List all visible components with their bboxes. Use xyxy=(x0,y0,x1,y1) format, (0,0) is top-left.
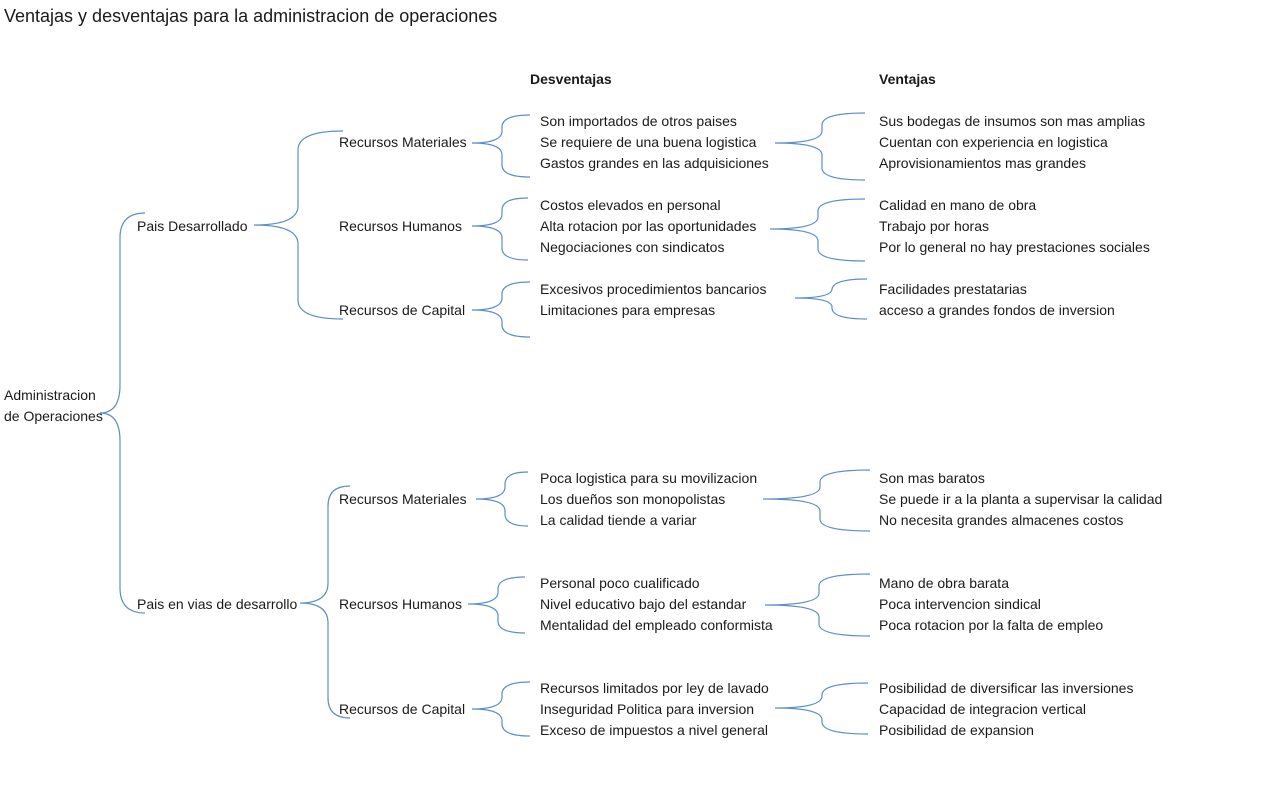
header-ventajas: Ventajas xyxy=(879,71,936,87)
desventaja-item: Poca logistica para su movilizacion xyxy=(540,470,758,486)
ventaja-item: Aprovisionamientos mas grandes xyxy=(879,155,1086,171)
bracket-ven-2-1 xyxy=(763,470,870,531)
desventaja-item: Se requiere de una buena logistica xyxy=(540,134,757,150)
ventaja-item: Trabajo por horas xyxy=(879,218,989,234)
resource-label: Recursos Materiales xyxy=(339,134,467,150)
bracket-ven-2-3 xyxy=(775,683,868,734)
bracket-ven-2-2 xyxy=(765,574,870,636)
desventaja-item: Inseguridad Politica para inversion xyxy=(540,701,755,717)
desventaja-item: Recursos limitados por ley de lavado xyxy=(540,680,769,696)
desventaja-item: Son importados de otros paises xyxy=(540,113,737,129)
ventaja-item: Cuentan con experiencia en logistica xyxy=(879,134,1108,150)
bracket-root xyxy=(100,213,145,613)
ventaja-item: Posibilidad de expansion xyxy=(879,722,1034,738)
bracket-dis-2-2 xyxy=(468,577,525,633)
desventaja-item: Personal poco cualificado xyxy=(540,575,700,591)
ventaja-item: Poca rotacion por la falta de empleo xyxy=(879,617,1104,633)
bracket-ven-1-1 xyxy=(775,113,865,180)
desventaja-item: Negociaciones con sindicatos xyxy=(540,239,725,255)
ventaja-item: No necesita grandes almacenes costos xyxy=(879,512,1124,528)
ventaja-item: Facilidades prestatarias xyxy=(879,281,1027,297)
ventaja-item: Calidad en mano de obra xyxy=(879,197,1037,213)
desventaja-item: Gastos grandes en las adquisiciones xyxy=(540,155,769,171)
resource-label: Recursos Humanos xyxy=(339,596,462,612)
resource-label: Recursos Humanos xyxy=(339,218,462,234)
bracket-dis-2-1 xyxy=(476,472,528,526)
bracket-dis-1-1 xyxy=(472,115,530,177)
ventaja-item: Posibilidad de diversificar las inversiones xyxy=(879,680,1134,696)
bracket-dis-1-3 xyxy=(472,282,530,337)
root-node xyxy=(4,385,103,427)
bracket-country-1 xyxy=(254,131,343,319)
desventaja-item: Costos elevados en personal xyxy=(540,197,721,213)
bracket-ven-1-3 xyxy=(795,279,867,319)
resource-label: Recursos Materiales xyxy=(339,491,467,507)
ventaja-item: Sus bodegas de insumos son mas amplias xyxy=(879,113,1146,129)
ventaja-item: acceso a grandes fondos de inversion xyxy=(879,302,1115,318)
desventaja-item: Mentalidad del empleado conformista xyxy=(540,617,773,633)
ventaja-item: Capacidad de integracion vertical xyxy=(879,701,1087,717)
ventaja-item: Son mas baratos xyxy=(879,470,985,486)
page-title: Ventajas y desventajas para la administracion de operaciones xyxy=(4,6,498,26)
ventaja-item: Se puede ir a la planta a supervisar la calidad xyxy=(879,491,1163,507)
country-label: Pais Desarrollado xyxy=(137,218,248,234)
root-label-line1: Administracion xyxy=(4,387,96,403)
header-desventajas: Desventajas xyxy=(530,71,612,87)
ventaja-item: Poca intervencion sindical xyxy=(879,596,1041,612)
bracket-dis-1-2 xyxy=(472,198,528,260)
ventaja-item: Mano de obra barata xyxy=(879,575,1009,591)
desventaja-item: La calidad tiende a variar xyxy=(540,512,697,528)
resource-label: Recursos de Capital xyxy=(339,701,466,717)
desventaja-item: Alta rotacion por las oportunidades xyxy=(540,218,757,234)
desventaja-item: Nivel educativo bajo del estandar xyxy=(540,596,747,612)
brackets xyxy=(100,113,870,736)
bracket-dis-2-3 xyxy=(472,682,530,736)
desventaja-item: Limitaciones para empresas xyxy=(540,302,716,318)
country-label: Pais en vias de desarrollo xyxy=(137,596,298,612)
root-label-line2: de Operaciones xyxy=(4,408,103,424)
desventaja-item: Exceso de impuestos a nivel general xyxy=(540,722,769,738)
desventaja-item: Excesivos procedimientos bancarios xyxy=(540,281,767,297)
desventaja-item: Los dueños son monopolistas xyxy=(540,491,726,507)
bracket-ven-1-2 xyxy=(770,199,865,261)
resource-label: Recursos de Capital xyxy=(339,302,466,318)
ventaja-item: Por lo general no hay prestaciones sociales xyxy=(879,239,1150,255)
